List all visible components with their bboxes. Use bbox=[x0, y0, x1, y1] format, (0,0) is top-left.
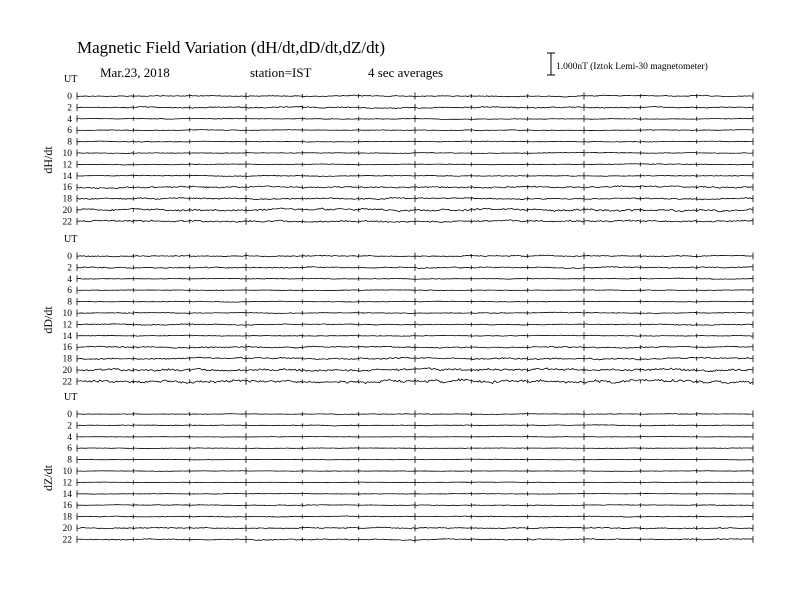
hour-tick-label: 8 bbox=[67, 137, 72, 148]
hour-tick-label: 6 bbox=[67, 286, 72, 297]
hour-tick-label: 22 bbox=[62, 377, 72, 388]
hour-tick-label: 22 bbox=[62, 535, 72, 546]
ut-label: UT bbox=[64, 234, 78, 245]
hour-tick-label: 6 bbox=[67, 444, 72, 455]
hour-tick-label: 14 bbox=[62, 171, 72, 182]
hour-tick-label: 20 bbox=[62, 366, 72, 376]
hour-tick-label: 2 bbox=[67, 263, 72, 274]
hour-tick-label: 2 bbox=[67, 103, 72, 114]
panel-2 bbox=[41, 392, 753, 545]
hour-tick-label: 4 bbox=[67, 432, 72, 443]
hour-tick-label: 2 bbox=[67, 421, 72, 432]
averaging-label: 4 sec averages bbox=[368, 65, 444, 80]
ut-label: UT bbox=[64, 392, 78, 403]
hour-tick-label: 4 bbox=[67, 274, 72, 285]
scale-label: 1.000nT (Iztok Lemi-30 magnetometer) bbox=[556, 62, 708, 72]
hour-tick-label: 10 bbox=[62, 467, 72, 477]
scale-bar bbox=[547, 53, 708, 75]
hour-tick-label: 14 bbox=[62, 331, 72, 342]
hour-tick-label: 0 bbox=[67, 252, 72, 262]
y-axis-label: dZ/dt bbox=[41, 465, 55, 491]
hour-tick-label: 0 bbox=[67, 92, 72, 102]
hour-tick-label: 20 bbox=[62, 524, 72, 534]
hour-tick-label: 8 bbox=[67, 297, 72, 308]
panels bbox=[41, 74, 753, 545]
hour-tick-label: 16 bbox=[62, 343, 72, 354]
y-axis-label: dD/dt bbox=[41, 306, 55, 334]
y-axis-label: dH/dt bbox=[41, 146, 55, 174]
hour-tick-label: 18 bbox=[62, 194, 72, 205]
hour-tick-label: 0 bbox=[67, 410, 72, 420]
hour-tick-label: 14 bbox=[62, 489, 72, 500]
chart-title: Magnetic Field Variation (dH/dt,dD/dt,dZ/dt) bbox=[77, 38, 386, 57]
hour-tick-label: 20 bbox=[62, 206, 72, 216]
hour-tick-label: 10 bbox=[62, 309, 72, 319]
hour-tick-label: 18 bbox=[62, 354, 72, 365]
hour-tick-label: 12 bbox=[62, 160, 72, 171]
hour-tick-label: 22 bbox=[62, 217, 72, 228]
hour-tick-label: 6 bbox=[67, 126, 72, 137]
date-label: Mar.23, 2018 bbox=[100, 65, 170, 80]
hour-tick-label: 4 bbox=[67, 114, 72, 125]
hour-tick-label: 10 bbox=[62, 149, 72, 159]
hour-tick-label: 12 bbox=[62, 478, 72, 489]
panel-0 bbox=[41, 74, 753, 227]
station-label: station=IST bbox=[250, 65, 312, 80]
panel-1 bbox=[41, 234, 753, 387]
hour-tick-label: 12 bbox=[62, 320, 72, 331]
hour-tick-label: 16 bbox=[62, 183, 72, 194]
hour-tick-label: 8 bbox=[67, 455, 72, 466]
hour-tick-label: 16 bbox=[62, 501, 72, 512]
hour-tick-label: 18 bbox=[62, 512, 72, 523]
ut-label: UT bbox=[64, 74, 78, 85]
